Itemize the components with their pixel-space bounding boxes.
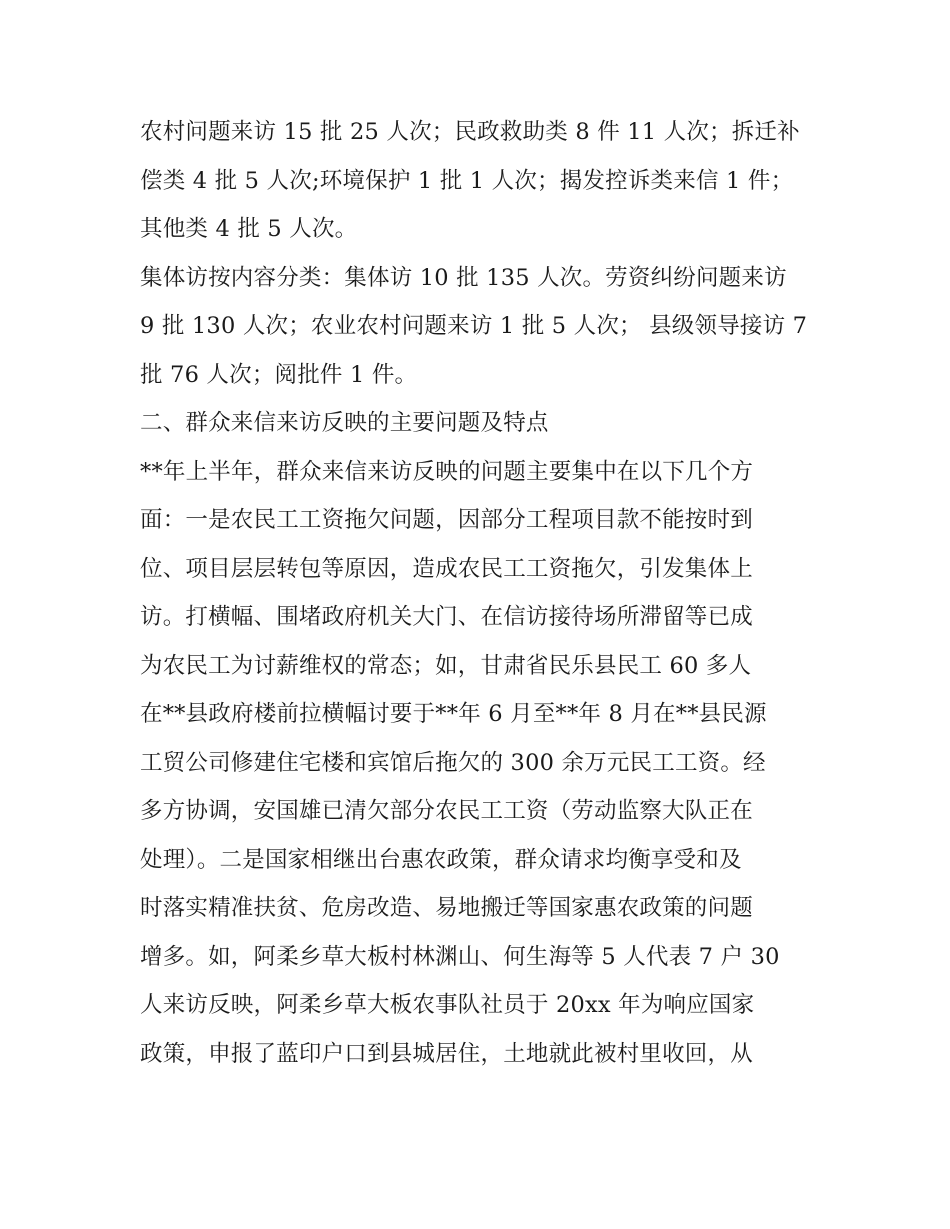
text-line: 人来访反映，阿柔乡草大板农事队社员于 20xx 年为响应国家 xyxy=(140,992,755,1018)
text-line: 为农民工为讨薪维权的常态；如，甘肃省民乐县民工 60 多人 xyxy=(140,652,752,679)
text-line: 访。打横幅、围堵政府机关大门、在信访接待场所滞留等已成 xyxy=(140,604,753,630)
section-heading: 二、群众来信来访反映的主要问题及特点 xyxy=(140,410,549,436)
text-line: 9 批 130 人次；农业农村问题来访 1 批 5 人次； 县级领导接访 7 xyxy=(140,313,808,339)
text-line: 时落实精准扶贫、危房改造、易地搬迁等国家惠农政策的问题 xyxy=(140,895,753,921)
text-line: 增多。如，阿柔乡草大板村林渊山、何生海等 5 人代表 7 户 30 xyxy=(140,943,780,970)
text-line: 集体访按内容分类：集体访 10 批 135 人次。劳资纠纷问题来访 xyxy=(140,264,787,291)
text-line: 偿类 4 批 5 人次;环境保护 1 批 1 人次；揭发控诉类来信 1 件； xyxy=(140,167,794,194)
document-body xyxy=(140,108,820,1078)
text-line: 面：一是农民工工资拖欠问题，因部分工程项目款不能按时到 xyxy=(140,507,753,533)
text-line: **年上半年，群众来信来访反映的问题主要集中在以下几个方 xyxy=(140,458,754,485)
text-line: 工贸公司修建住宅楼和宾馆后拖欠的 300 余万元民工工资。经 xyxy=(140,749,766,776)
text-line: 处理）。二是国家相继出台惠农政策，群众请求均衡享受和及 xyxy=(140,846,742,873)
text-line: 在**县政府楼前拉横幅讨要于**年 6 月至**年 8 月在**县民源 xyxy=(140,701,767,727)
text-line: 批 76 人次；阅批件 1 件。 xyxy=(140,361,418,388)
text-line: 其他类 4 批 5 人次。 xyxy=(140,216,358,242)
text-line: 位、项目层层转包等原因，造成农民工工资拖欠，引发集体上 xyxy=(140,555,753,582)
text-line: 政策，申报了蓝印户口到县城居住，土地就此被村里收回，从 xyxy=(140,1040,753,1067)
text-line: 多方协调，安国雄已清欠部分农民工工资（劳动监察大队正在 xyxy=(140,798,753,824)
text-line: 农村问题来访 15 批 25 人次；民政救助类 8 件 11 人次；拆迁补 xyxy=(140,119,800,145)
